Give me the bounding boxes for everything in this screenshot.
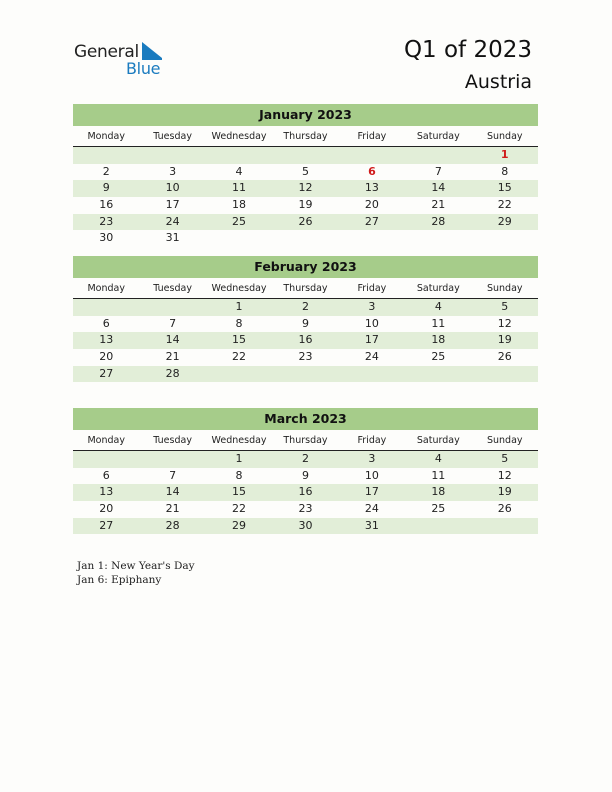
month-january [73,104,538,247]
country-name: Austria [464,71,532,93]
day-cell: 6 [102,468,110,482]
day-cell: 15 [497,181,512,195]
holiday-note: Jan 6: Epiphany [77,573,162,586]
day-cell: 24 [165,214,180,228]
day-cell: 16 [99,198,114,212]
weekday-label: Friday [357,131,387,142]
day-cell: 26 [497,350,512,364]
day-cell: 7 [169,316,177,330]
day-cell [405,518,471,535]
month-title: March 2023 [73,408,538,430]
day-cell: 12 [298,181,313,195]
day-cell: 24 [364,350,379,364]
day-cell: 8 [501,164,509,178]
day-cell: 6 [368,164,376,178]
week-row [73,484,538,501]
day-cell [405,366,471,383]
day-cell: 9 [301,316,309,330]
day-cell: 14 [165,333,180,347]
day-cell: 2 [301,300,309,313]
day-cell: 21 [165,502,180,516]
day-cell: 17 [364,485,379,499]
day-cell: 19 [497,485,512,499]
day-cell: 13 [99,485,114,499]
day-cell: 27 [364,214,379,228]
weekday-label: Wednesday [211,283,267,294]
page-title: Q1 of 2023 [403,37,532,63]
weekday-label: Tuesday [153,435,192,446]
weekday-label: Friday [357,435,387,446]
day-cell: 2 [102,164,110,178]
day-cell: 22 [232,350,247,364]
day-cell [472,366,538,383]
day-cell: 28 [165,518,180,532]
week-row [73,349,538,366]
day-cell: 21 [165,350,180,364]
day-cell: 23 [298,350,313,364]
day-cell: 5 [501,452,509,465]
day-cell: 6 [102,316,110,330]
logo-general-text: General [74,42,139,62]
day-cell: 19 [497,333,512,347]
day-cell: 5 [301,164,309,178]
weekday-label: Saturday [416,283,460,294]
month-february [73,256,538,382]
day-cell [139,147,205,164]
generalblue-logo [74,40,184,80]
month-title: January 2023 [73,104,538,126]
weekday-label: Saturday [416,131,460,142]
day-cell: 31 [165,231,180,245]
day-cell [339,147,405,164]
weekday-label: Sunday [486,435,523,446]
week-row [73,197,538,214]
day-cell: 1 [235,300,243,313]
day-cell [272,230,338,247]
day-cell: 31 [364,518,379,532]
day-cell [272,366,338,383]
day-cell: 7 [434,164,442,178]
day-cell: 11 [232,181,247,195]
day-cell: 1 [235,452,243,465]
day-cell: 23 [99,214,114,228]
week-row [73,147,538,164]
day-cell: 17 [165,198,180,212]
day-cell: 8 [235,316,243,330]
day-cell: 29 [497,214,512,228]
day-cell [139,451,205,468]
day-cell: 11 [431,468,446,482]
week-row [73,316,538,333]
day-cell: 16 [298,485,313,499]
day-cell [405,230,471,247]
day-cell [472,518,538,535]
day-cell: 28 [165,366,180,380]
week-row [73,518,538,535]
weekday-label: Sunday [486,131,523,142]
weekday-header-row [73,280,538,299]
day-cell: 12 [497,316,512,330]
week-row [73,180,538,197]
weekday-label: Monday [87,283,125,294]
weekday-label: Thursday [283,435,328,446]
weekday-label: Saturday [416,435,460,446]
week-row [73,451,538,468]
weekday-label: Tuesday [153,283,192,294]
holiday-note: Jan 1: New Year's Day [77,560,195,572]
weekday-header-row [73,432,538,451]
holiday-notes [77,560,195,587]
day-cell: 2 [301,452,309,465]
weekday-label: Monday [87,435,125,446]
day-cell: 25 [431,350,446,364]
day-cell: 4 [434,452,442,465]
week-row [73,332,538,349]
day-cell: 20 [364,198,379,212]
day-cell [339,230,405,247]
day-cell: 10 [364,316,379,330]
day-cell: 25 [232,214,247,228]
day-cell: 10 [165,181,180,195]
day-cell: 7 [169,468,177,482]
weekday-label: Thursday [283,283,328,294]
day-cell: 18 [431,333,446,347]
day-cell [272,147,338,164]
month-march [73,408,538,534]
day-cell: 28 [431,214,446,228]
day-cell: 23 [298,502,313,516]
month-title: February 2023 [73,256,538,278]
day-cell: 22 [497,198,512,212]
weekday-label: Thursday [283,131,328,142]
day-cell [73,147,139,164]
day-cell: 13 [364,181,379,195]
day-cell: 18 [431,485,446,499]
day-cell: 9 [102,181,110,195]
day-cell [206,366,272,383]
day-cell: 17 [364,333,379,347]
day-cell: 21 [431,198,446,212]
logo-blue-text: Blue [126,59,161,78]
day-cell: 22 [232,502,247,516]
week-row [73,501,538,518]
week-row [73,468,538,485]
day-cell: 20 [99,350,114,364]
weekday-label: Wednesday [211,131,267,142]
day-cell: 4 [235,164,243,178]
day-cell: 30 [99,231,114,245]
week-row [73,164,538,181]
day-cell: 27 [99,366,114,380]
weekday-header-row [73,128,538,147]
day-cell [139,299,205,316]
day-cell: 1 [500,148,509,161]
weekday-label: Tuesday [153,131,192,142]
day-cell: 8 [235,468,243,482]
day-cell: 13 [99,333,114,347]
day-cell [206,147,272,164]
day-cell: 27 [99,518,114,532]
day-cell: 15 [232,485,247,499]
day-cell [339,366,405,383]
day-cell: 29 [232,518,247,532]
day-cell: 5 [501,300,509,313]
day-cell [472,230,538,247]
day-cell [405,147,471,164]
day-cell: 30 [298,518,313,532]
day-cell: 12 [497,468,512,482]
week-row [73,299,538,316]
week-row [73,366,538,383]
day-cell: 14 [165,485,180,499]
day-cell [206,230,272,247]
day-cell: 3 [169,164,177,178]
day-cell: 3 [368,300,376,313]
day-cell: 4 [434,300,442,313]
week-row [73,230,538,247]
day-cell: 15 [232,333,247,347]
weekday-label: Sunday [486,283,523,294]
day-cell: 19 [298,198,313,212]
day-cell: 18 [232,198,247,212]
day-cell: 26 [497,502,512,516]
day-cell: 14 [431,181,446,195]
day-cell: 20 [99,502,114,516]
weekday-label: Monday [87,131,125,142]
day-cell: 24 [364,502,379,516]
day-cell: 25 [431,502,446,516]
day-cell [73,299,139,316]
day-cell [73,451,139,468]
day-cell: 3 [368,452,376,465]
weekday-label: Wednesday [211,435,267,446]
day-cell: 16 [298,333,313,347]
day-cell: 26 [298,214,313,228]
week-row [73,214,538,231]
weekday-label: Friday [357,283,387,294]
day-cell: 11 [431,316,446,330]
day-cell: 9 [301,468,309,482]
day-cell: 10 [364,468,379,482]
